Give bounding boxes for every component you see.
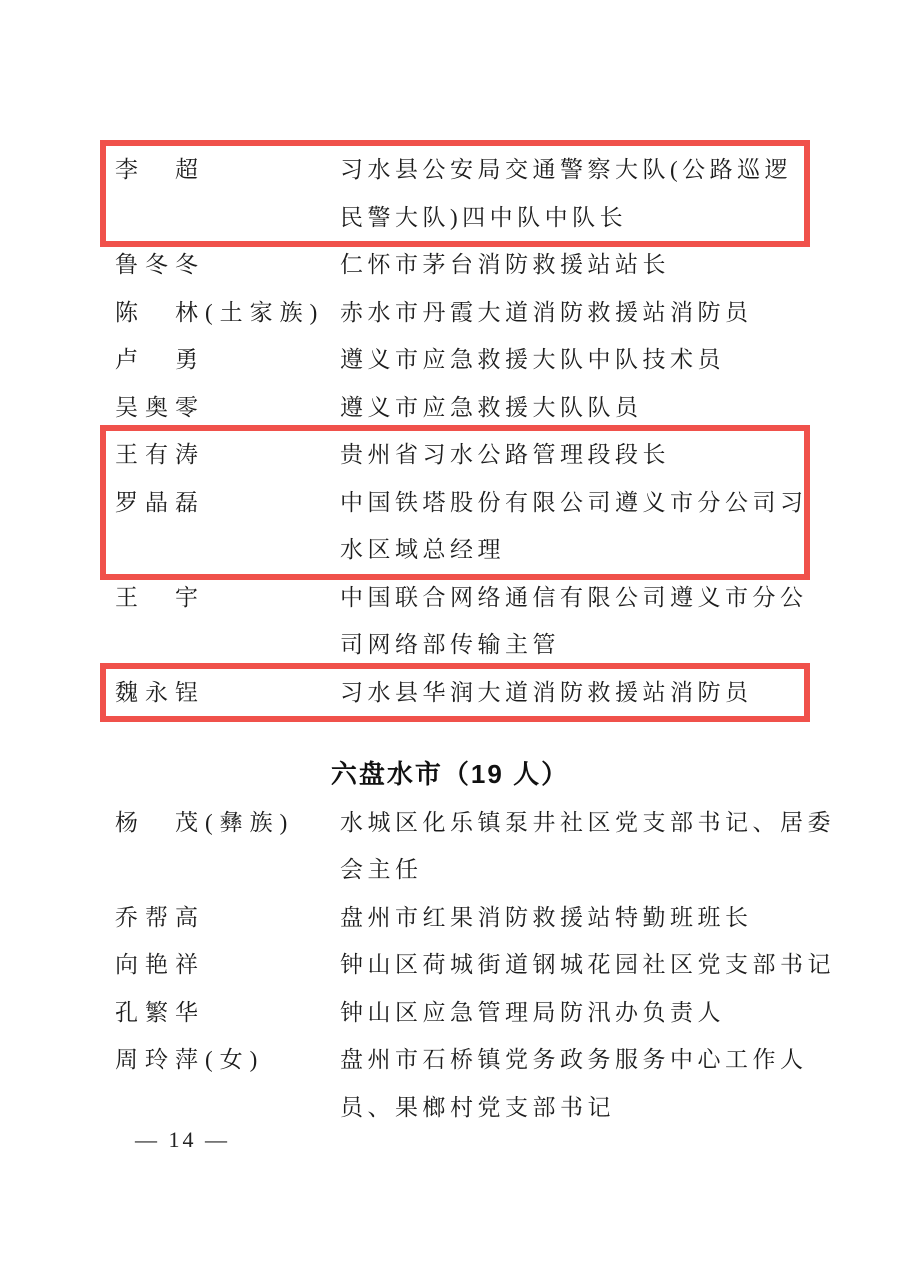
honoree-name: 孔繁华: [115, 999, 205, 1025]
entry-group: [100, 241, 810, 431]
honoree-title: [340, 479, 808, 574]
honoree-entry: [115, 431, 804, 479]
honoree-title-line: 会主任: [340, 857, 423, 882]
honoree-entry: [115, 336, 810, 384]
honoree-title-line: 中国联合网络通信有限公司遵义市分公: [340, 584, 808, 610]
honoree-title-line: 盘州市石桥镇党务政务服务中心工作人: [340, 1047, 808, 1072]
honoree-title: [340, 336, 810, 384]
honoree-title-line: 中国铁塔股份有限公司遵义市分公司习: [340, 489, 808, 515]
honoree-title-line: 钟山区应急管理局防汛办负责人: [340, 999, 725, 1025]
honoree-title-line: 司网络部传输主管: [340, 632, 560, 657]
honoree-entry: [115, 289, 810, 337]
honoree-title: [340, 384, 810, 432]
honoree-name: 王有涛: [115, 442, 205, 467]
honoree-title: [340, 241, 810, 289]
honoree-name: 乔帮高: [115, 904, 205, 930]
honoree-title-line: 习水县公安局交通警察大队(公路巡逻: [340, 157, 793, 182]
page-number: — 14 —: [135, 1127, 230, 1152]
honoree-title: [340, 431, 804, 479]
honoree-title-line: 遵义市应急救援大队中队技术员: [340, 347, 725, 372]
honoree-title: [340, 799, 835, 894]
honoree-entry: [115, 669, 804, 717]
honoree-entry: [115, 384, 810, 432]
honoree-title-line: 习水县华润大道消防救援站消防员: [340, 679, 753, 705]
entry-group: [100, 799, 835, 1132]
honoree-title-line: 贵州省习水公路管理段段长: [340, 442, 670, 467]
honoree-entry: [115, 894, 810, 942]
honoree-name: 杨 茂(彝族): [115, 809, 295, 835]
entry-group: [100, 574, 810, 669]
honoree-title-line: 仁怀市茅台消防救援站站长: [340, 252, 670, 277]
honoree-name: 卢 勇: [115, 347, 205, 372]
honoree-title: [340, 1036, 810, 1131]
honoree-name: 向艳祥: [115, 952, 205, 977]
honoree-name: 李 超: [115, 157, 205, 182]
honoree-name: 魏永锃: [115, 679, 205, 705]
honoree-title: [340, 574, 810, 669]
honoree-title-line: 水区域总经理: [340, 537, 505, 562]
honoree-title-line: 员、果榔村党支部书记: [340, 1094, 615, 1120]
honoree-title-line: 民警大队)四中队中队长: [340, 204, 628, 230]
highlight-box: [100, 140, 810, 247]
honoree-name: 王 宇: [115, 584, 205, 610]
honoree-entry: [115, 479, 808, 574]
honoree-title: [340, 894, 810, 942]
honoree-title-line: 盘州市红果消防救援站特勤班班长: [340, 904, 753, 930]
honoree-entry: [115, 989, 810, 1037]
section-header: 六盘水市（19 人）: [330, 759, 570, 789]
honoree-name: 鲁冬冬: [115, 252, 205, 277]
honoree-title: [340, 289, 810, 337]
honoree-entry: [115, 146, 804, 241]
honoree-name: 陈 林(土家族): [115, 299, 325, 325]
honoree-entry: [115, 941, 835, 989]
honoree-title-line: 水城区化乐镇泵井社区党支部书记、居委: [340, 809, 835, 835]
honoree-title: [340, 941, 835, 989]
honoree-list: [0, 146, 900, 1131]
honoree-name: 吴奥零: [115, 394, 205, 420]
honoree-title: [340, 989, 810, 1037]
honoree-entry: [115, 799, 835, 894]
honoree-title-line: 赤水市丹霞大道消防救援站消防员: [340, 299, 753, 325]
honoree-title-line: 遵义市应急救援大队队员: [340, 394, 643, 420]
highlight-box: [100, 663, 810, 723]
honoree-name: 周玲萍(女): [115, 1047, 265, 1072]
honoree-title: [340, 146, 804, 241]
honoree-title: [340, 669, 804, 717]
honoree-entry: [115, 241, 810, 289]
honoree-entry: [115, 574, 810, 669]
honoree-title-line: 钟山区荷城街道钢城花园社区党支部书记: [340, 952, 835, 977]
honoree-name: 罗晶磊: [115, 489, 205, 515]
highlight-box: [100, 425, 810, 580]
honoree-entry: [115, 1036, 810, 1131]
